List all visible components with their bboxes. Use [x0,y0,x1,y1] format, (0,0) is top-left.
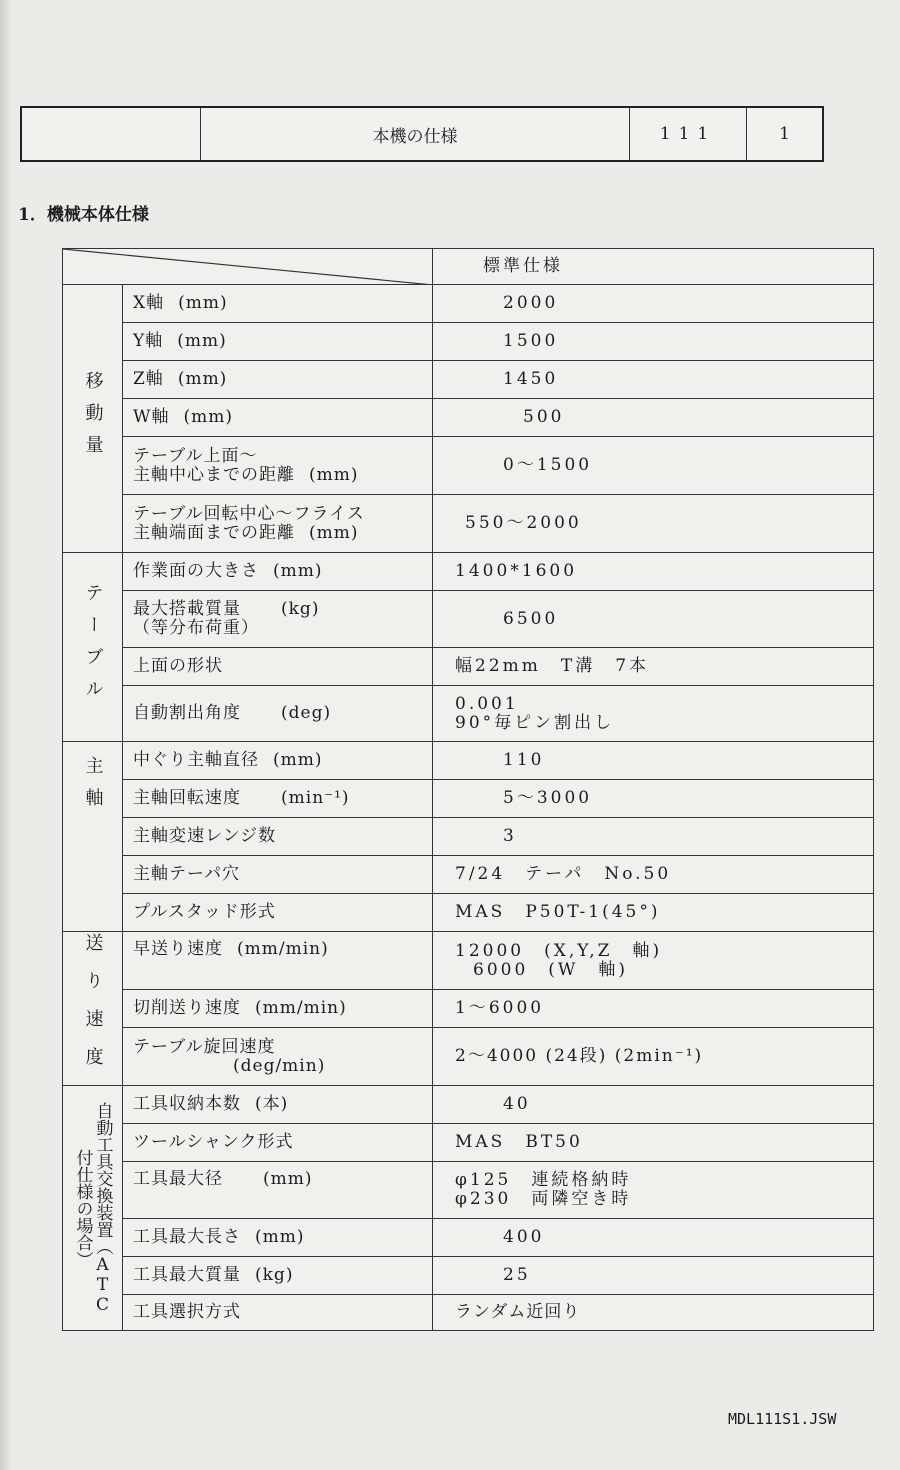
spec-table [62,248,874,1331]
value-tool-max-length: 400 [433,1219,874,1257]
group-feed: 送り速度 [63,932,123,1086]
table-row [63,1295,874,1331]
value-table-top-distance: 0～1500 [433,437,874,495]
table-row [63,323,874,361]
item-table-rotation: テーブル旋回速度 (deg/min) [123,1028,433,1086]
table-row [63,1028,874,1086]
table-row [63,686,874,742]
value-table-rotation: 2～4000 (24段) (2min⁻¹) [433,1028,874,1086]
group-spindle: 主軸 [63,742,123,932]
value-w-axis: 500 [433,399,874,437]
value-spindle-taper: 7/24 テーパ No.50 [433,856,874,894]
value-pull-stud: MAS P50T-1(45°) [433,894,874,932]
table-row [63,894,874,932]
value-tool-max-mass: 25 [433,1257,874,1295]
table-row [63,285,874,323]
value-max-load: 6500 [433,591,874,648]
value-y-axis: 1500 [433,323,874,361]
diagonal-line [63,249,433,285]
table-row [63,399,874,437]
table-row [63,780,874,818]
item-w-axis: W軸 (mm) [123,399,433,437]
group-travel: 移動量 [63,285,123,553]
item-max-load: 最大搭載質量 (kg) （等分布荷重） [123,591,433,648]
item-shank-type: ツールシャンク形式 [123,1124,433,1162]
item-tool-max-length: 工具最大長さ (mm) [123,1219,433,1257]
header-box [20,106,824,162]
header-code: 111 [630,108,747,160]
value-shank-type: MAS BT50 [433,1124,874,1162]
group-atc: 自動工具交換装置（ATC付仕様の場合） [63,1086,123,1331]
value-tool-max-diameter: φ125 連続格納時 φ230 両隣空き時 [433,1162,874,1219]
item-z-axis: Z軸 (mm) [123,361,433,399]
value-work-size: 1400*1600 [433,553,874,591]
item-work-size: 作業面の大きさ (mm) [123,553,433,591]
value-x-axis: 2000 [433,285,874,323]
table-row [63,648,874,686]
table-row [63,1219,874,1257]
table-header-row [63,249,874,285]
table-row [63,818,874,856]
item-tool-capacity: 工具収納本数 (本) [123,1086,433,1124]
value-speed-ranges: 3 [433,818,874,856]
item-cutting-feed: 切削送り速度 (mm/min) [123,990,433,1028]
table-row [63,990,874,1028]
item-spindle-speed: 主軸回転速度 (min⁻¹) [123,780,433,818]
value-z-axis: 1450 [433,361,874,399]
value-spindle-speed: 5～3000 [433,780,874,818]
item-y-axis: Y軸 (mm) [123,323,433,361]
value-tool-select: ランダム近回り [433,1295,874,1331]
value-top-shape: 幅22mm T溝 7本 [433,648,874,686]
footer-file-code: MDL111S1.JSW [728,1410,837,1428]
item-spindle-taper: 主軸テーパ穴 [123,856,433,894]
item-bore-diameter: 中ぐり主軸直径 (mm) [123,742,433,780]
table-row [63,361,874,399]
table-row [63,437,874,495]
value-cutting-feed: 1～6000 [433,990,874,1028]
header-page: 1 [779,124,790,144]
table-row [63,1086,874,1124]
value-bore-diameter: 110 [433,742,874,780]
item-table-top-distance: テーブル上面～ 主軸中心までの距離 (mm) [123,437,433,495]
table-row [63,495,874,553]
header-blank-cell [22,108,201,160]
table-row [63,1257,874,1295]
value-rapid-feed: 12000 (X,Y,Z 軸) 6000 (W 軸) [433,932,874,990]
table-row [63,932,874,990]
item-pull-stud: プルスタッド形式 [123,894,433,932]
page-edge-shadow [0,0,12,1470]
item-tool-max-diameter: 工具最大径 (mm) [123,1162,433,1219]
value-column-header: 標準仕様 [433,249,874,285]
table-row [63,1124,874,1162]
item-tool-select: 工具選択方式 [123,1295,433,1331]
group-table: テーブル [63,553,123,742]
item-top-shape: 上面の形状 [123,648,433,686]
value-index-angle: 0.001 90°毎ピン割出し [433,686,874,742]
table-row [63,856,874,894]
item-table-center-distance: テーブル回転中心～フライス 主軸端面までの距離 (mm) [123,495,433,553]
table-row [63,742,874,780]
section-title: 1．機械本体仕様 [18,205,149,225]
table-row [63,591,874,648]
item-speed-ranges: 主軸変速レンジ数 [123,818,433,856]
value-table-center-distance: 550～2000 [433,495,874,553]
item-x-axis: X軸 (mm) [123,285,433,323]
value-tool-capacity: 40 [433,1086,874,1124]
header-title: 本機の仕様 [201,108,630,160]
item-rapid-feed: 早送り速度 (mm/min) [123,932,433,990]
header-diagonal-cell [63,249,433,285]
table-row [63,1162,874,1219]
table-row [63,553,874,591]
item-index-angle: 自動割出角度 (deg) [123,686,433,742]
item-tool-max-mass: 工具最大質量 (kg) [123,1257,433,1295]
